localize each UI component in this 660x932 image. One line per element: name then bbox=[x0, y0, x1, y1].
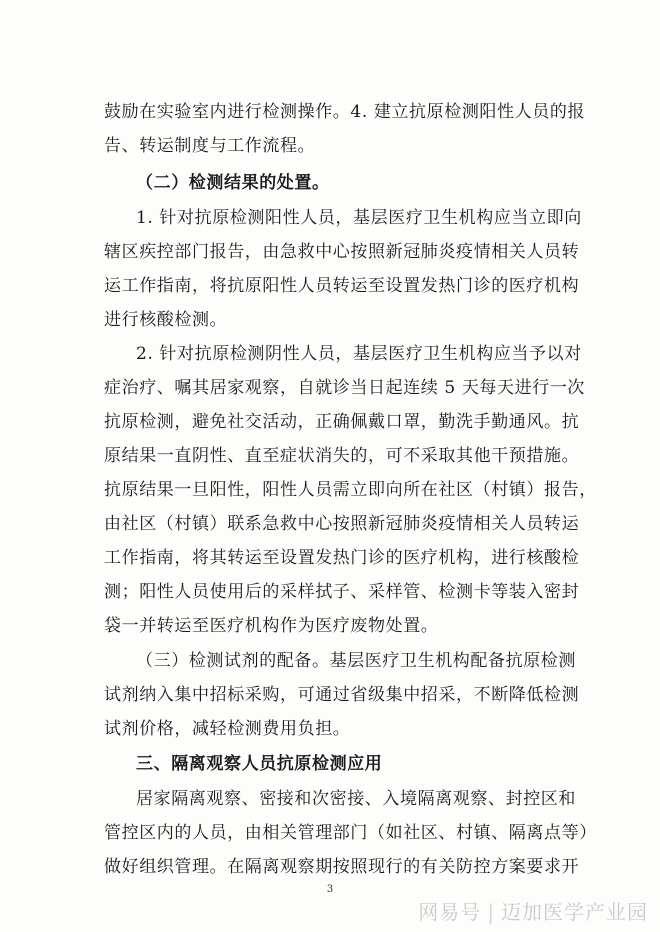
text-line: 袋一并转运至医疗机构作为医疗废物处置。 bbox=[104, 616, 439, 636]
watermark bbox=[418, 896, 648, 925]
page-number: 3 bbox=[326, 884, 334, 895]
text-line: 居家隔离观察、密接和次密接、入境隔离观察、封控区和 bbox=[136, 789, 576, 809]
text-line: 管控区内的人员，由相关管理部门（如社区、村镇、隔离点等） bbox=[104, 823, 597, 843]
text-line: 抗原检测，避免社交活动，正确佩戴口罩，勤洗手勤通风。抗 bbox=[104, 412, 580, 432]
text-line: 测；阳性人员使用后的采样拭子、采样管、检测卡等装入密封 bbox=[104, 582, 580, 602]
watermark-separator: | bbox=[487, 900, 495, 924]
text-line: 进行核酸检测。 bbox=[104, 310, 228, 330]
text-line: 抗原结果一旦阳性，阳性人员需立即向所在社区（村镇）报告， bbox=[104, 480, 597, 500]
text-line: 原结果一直阴性、直至症状消失的，可不采取其他干预措施。 bbox=[104, 446, 580, 466]
section-heading: 三、隔离观察人员抗原检测应用 bbox=[136, 754, 383, 774]
text-line: 做好组织管理。在隔离观察期按照现行的有关防控方案要求开 bbox=[104, 857, 580, 877]
text-line: 2. 针对抗原检测阴性人员，基层医疗卫生机构应当予以对 bbox=[136, 344, 582, 364]
text-line: 1. 针对抗原检测阳性人员，基层医疗卫生机构应当立即向 bbox=[136, 208, 582, 228]
watermark-account: 迈加医学产业园 bbox=[501, 900, 648, 924]
text-line: 由社区（村镇）联系急救中心按照新冠肺炎疫情相关人员转运 bbox=[104, 514, 580, 534]
text-line: 试剂纳入集中招标采购，可通过省级集中招采，不断降低检测 bbox=[104, 685, 580, 705]
section-heading: （二）检测结果的处置。 bbox=[136, 173, 330, 193]
text-line: 症治疗、嘱其居家观察，自就诊当日起连续 5 天每天进行一次 bbox=[104, 378, 586, 398]
subsection-heading: （三）检测试剂的配备。基层医疗卫生机构配备抗原检测 bbox=[136, 651, 576, 671]
text-line: 辖区疾控部门报告，由急救中心按照新冠肺炎疫情相关人员转 bbox=[104, 242, 580, 262]
text-line: 鼓励在实验室内进行检测操作。4. 建立抗原检测阳性人员的报 bbox=[104, 102, 586, 122]
text-line: 告、转运制度与工作流程。 bbox=[104, 136, 316, 156]
watermark-platform: 网易号 bbox=[418, 900, 482, 924]
text-line: 试剂价格，减轻检测费用负担。 bbox=[104, 719, 351, 739]
text-line: 工作指南，将其转运至设置发热门诊的医疗机构，进行核酸检 bbox=[104, 548, 580, 568]
text-line: 运工作指南，将抗原阳性人员转运至设置发热门诊的医疗机构 bbox=[104, 276, 580, 296]
